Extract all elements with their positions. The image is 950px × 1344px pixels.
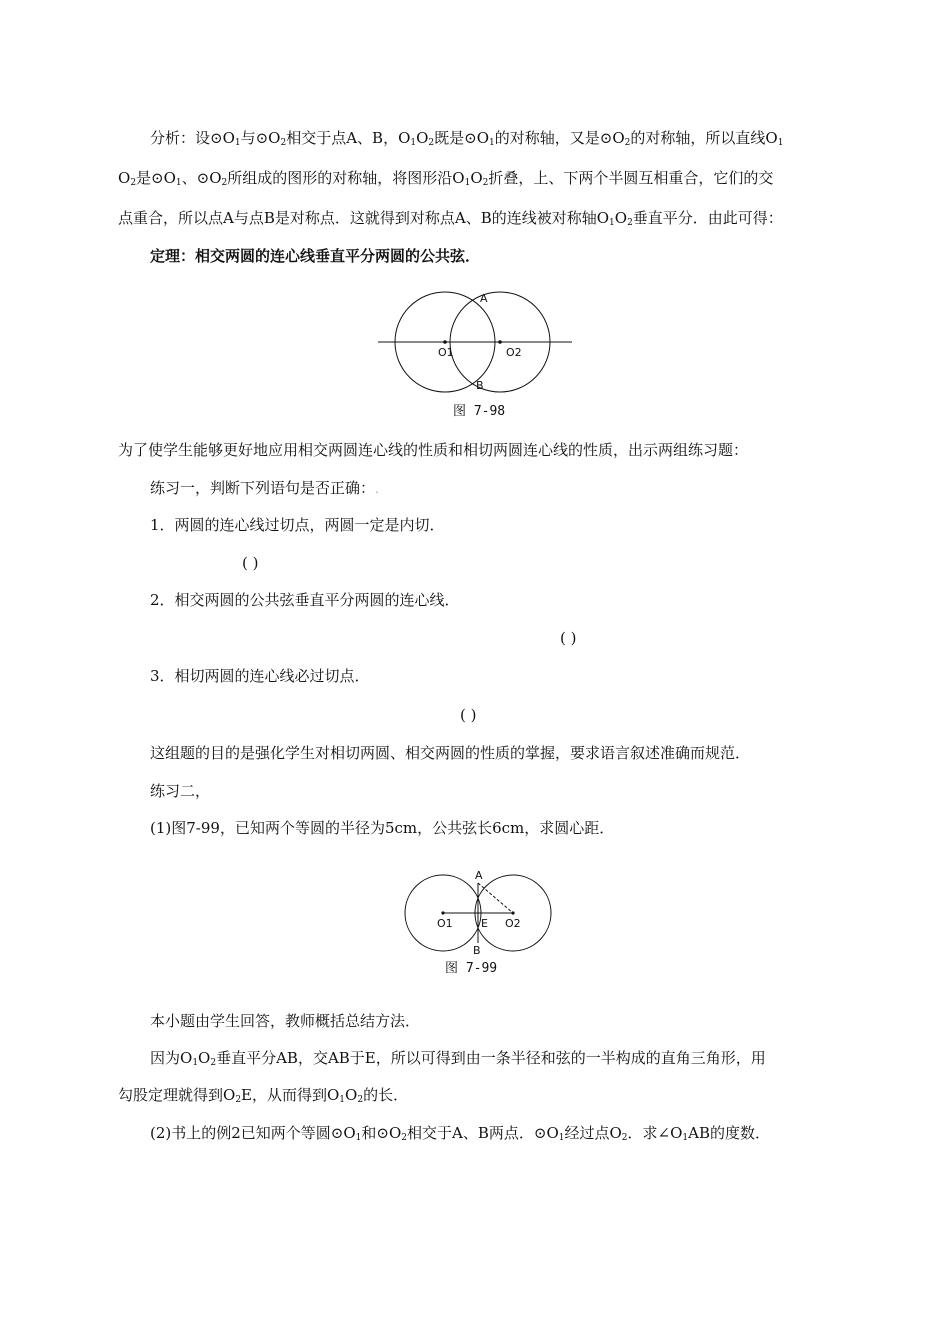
radius-dashed <box>478 883 513 913</box>
label-o2: O2 <box>506 346 522 359</box>
point-o2 <box>498 340 502 344</box>
caption-7-98: 图 7-98 <box>453 404 506 419</box>
label-o1: O1 <box>437 917 453 930</box>
point-o1 <box>441 911 444 914</box>
method-line-2: 勾股定理就得到$O_2E$，从而得到$O_1O_2$的长． <box>118 1086 409 1105</box>
point-o1 <box>443 340 447 344</box>
exercise1-q2: 2．相交两圆的公共弦垂直平分两圆的连心线． <box>150 591 460 609</box>
example2-line: (2)书上的例2已知两个等圆$⊙O_1$和$⊙O_2$相交于A、B两点．$⊙O_1$经过点$O_2$．求$\angle O_1AB$的度数． <box>150 1124 770 1143</box>
analysis-line-2: $O_2$是$⊙O_1$、$⊙O_2$所组成的图形的对称轴，将图形沿$O_1O_2$折叠，上、下两个半圆互相重合，它们的交 <box>118 169 774 188</box>
anchor-mark: . <box>375 482 379 496</box>
exercise1-title: 练习一，判断下列语句是否正确：. <box>150 479 379 497</box>
exercise2-title: 练习二， <box>150 782 211 800</box>
exercise1-q3: 3．相切两圆的连心线必过切点． <box>150 667 370 685</box>
exercise2-q1: (1)图7-99，已知两个等圆的半径为5cm，公共弦长6cm，求圆心距． <box>150 819 615 837</box>
exercise1-q1-blank: ( ) <box>242 554 259 572</box>
analysis-line-3: 点重合，所以点A与点B是对称点．这就得到对称点A、B的连线被对称轴$O_1O_2$垂直平分．由此可得： <box>118 209 783 228</box>
exercise1-q2-blank: ( ) <box>560 629 577 647</box>
method-line-1: 因为$O_1O_2$垂直平分AB，交AB于E，所以可得到由一条半径和弦的一半构成的直角三角形，用 <box>150 1049 766 1068</box>
label-a: A <box>480 292 488 305</box>
caption-7-99: 图 7-99 <box>445 961 498 976</box>
intro-line: 为了使学生能够更好地应用相交两圆连心线的性质和相切两圆连心线的性质，出示两组练习题： <box>118 441 749 459</box>
figure-7-98 <box>370 285 580 420</box>
label-o2: O2 <box>505 917 521 930</box>
label-e: E <box>481 917 488 930</box>
label-b: B <box>476 379 484 392</box>
label-a: A <box>475 869 483 882</box>
figure-7-99 <box>395 866 565 981</box>
answer-note: 本小题由学生回答，教师概括总结方法． <box>150 1012 421 1030</box>
point-o2 <box>511 911 514 914</box>
label-o1: O1 <box>438 346 454 359</box>
exercise1-q1: 1．两圆的连心线过切点，两圆一定是内切． <box>150 516 445 534</box>
analysis-line-1: 分析：设$⊙O_1$与$⊙O_2$相交于点A、B，$O_1O_2$既是$⊙O_1$的对称轴，又是$⊙O_2$的对称轴，所以直线$O_1$ <box>150 129 784 148</box>
exercise1-q3-blank: ( ) <box>460 706 477 724</box>
label-b: B <box>473 944 481 957</box>
theorem: 定理：相交两圆的连心线垂直平分两圆的公共弦． <box>150 247 481 265</box>
purpose-line: 这组题的目的是强化学生对相切两圆、相交两圆的性质的掌握，要求语言叙述准确而规范． <box>150 744 751 762</box>
